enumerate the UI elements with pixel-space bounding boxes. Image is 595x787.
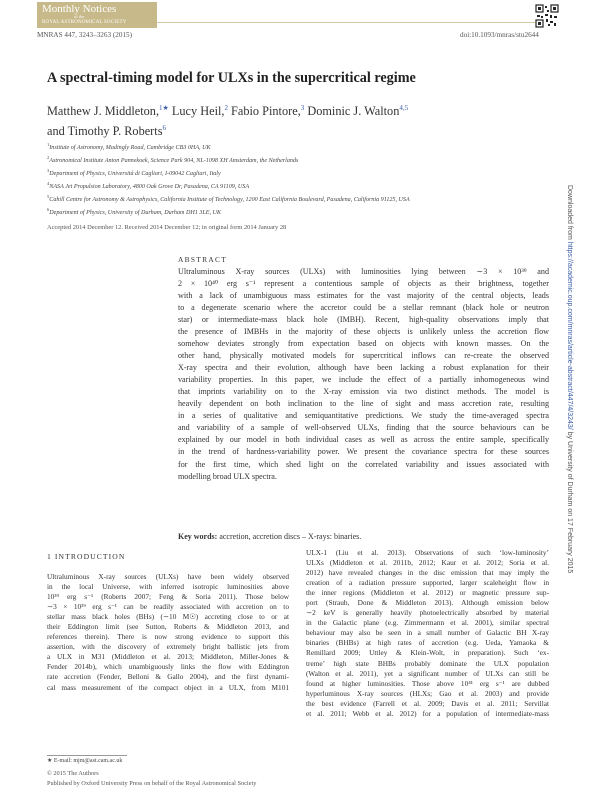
text-line: stellar mass black holes (BHs) (∼10 M☉) accreting close to or at (47, 612, 289, 622)
affiliation-item (47, 140, 410, 153)
text-line: Ultraluminous X-ray sources (ULXs) with luminosities lying between ∼3 × 10³⁹ and (178, 267, 549, 276)
abstract-text (178, 266, 549, 483)
text-line: variability properties. In this paper, we include the effect of a partially inhomogeneous wind (178, 375, 549, 385)
citation: MNRAS 447, 3243–3263 (2015) (37, 31, 133, 39)
affiliation-number: 6 (47, 207, 50, 213)
text-line: star) or intermediate-mass black hole (IMBH). Recent, high-quality observations imply that (178, 315, 549, 325)
journal-logo (37, 2, 157, 28)
text-line: assertion, with the discovery of extremely bright ballistic jets from (47, 642, 289, 652)
text-line: that imprints variability on to the X-ray emission via two distinct methods. The model is (178, 387, 549, 397)
abstract-heading: ABSTRACT (178, 255, 228, 264)
column-right-text (306, 548, 549, 719)
author-list (47, 100, 408, 140)
text-line: a ULX in M31 (Middleton et al. 2013; Middleton, Miller-Jones & (47, 652, 289, 662)
affiliation-item (47, 153, 410, 166)
logo-of: of the (74, 14, 85, 19)
publisher-note: Published by Oxford University Press on behalf of the Royal Astronomical Society (47, 780, 257, 787)
affiliation-number: 2 (47, 155, 50, 161)
logo-society: ROYAL ASTRONOMICAL SOCIETY (42, 20, 127, 25)
author-name: Lucy Heil, (168, 104, 225, 119)
text-line: modelling broad ULX spectra. (178, 471, 277, 481)
author-name: Dominic J. Walton (304, 104, 400, 119)
text-line: port (Straub, Done & Middleton 2013). Although emission below (306, 598, 549, 608)
text-line: in the local Universe, with inferred isotropic luminosities above (47, 582, 289, 592)
text-line: creation of a radiation pressure supported, larger scaleheight flow in (306, 578, 549, 588)
text-line: to a degenerate scenario where the accretor could be a stellar remnant (black hole or neutron (178, 303, 549, 313)
text-line: 2 × 10⁴⁰ erg s⁻¹ represent a contentious sample of objects as their brightness, together (178, 279, 549, 289)
paper-title: A spectral-timing model for ULXs in the supercritical regime (47, 70, 416, 86)
affiliation-text: Department of Physics, University of Durham, Durham DH1 3LE, UK (49, 210, 221, 217)
text-line: somehow deviates strongly from expectation based on objects with known masses. On the (178, 339, 549, 349)
sidebar-suffix: by University of Durham on 17 February 2015 (566, 429, 573, 574)
header-rule (157, 22, 535, 23)
text-line: their Eddington limit (see Sutton, Roberts & Middleton 2013, and (47, 622, 289, 632)
text-line: found at higher luminosities. Those above 10⁴¹ erg s⁻¹ are dubbed (306, 678, 549, 688)
affiliation-text: Astronomical Institute Anton Pannekoek, Science Park 904, NL-1098 XH Amsterdam, the Netherlands (49, 158, 299, 165)
copyright: © 2015 The Authors (47, 770, 99, 777)
section-heading-introduction: 1 INTRODUCTION (47, 552, 126, 561)
affiliation-number: 4 (47, 181, 50, 187)
text-line: other hand, physically motivated models for supercritical inflows can re-create the observed (178, 351, 549, 361)
text-line: references therein). There is now strong evidence to support this (47, 632, 289, 642)
accepted-dates: Accepted 2014 December 12. Received 2014 December 12; in original form 2014 January 28 (47, 224, 287, 231)
author-line-1 (47, 100, 408, 120)
text-line: in the Galactic plane (e.g. Zimmermann et al. 2001), similar spectral (306, 618, 549, 628)
text-line: Fender 2014b), which unambiguously links the flow with Eddington (47, 662, 289, 672)
affiliation-item (47, 192, 410, 205)
text-line: rate accretion (Fender, Belloni & Gallo 2004), and the first dynami- (47, 672, 289, 682)
sidebar-link[interactable]: https://academic.oup.com/mnras/article-abstract/447/4/3243/ (566, 241, 573, 430)
text-line: ∼2 keV is generally heavily photoelectrically absorbed by material (306, 608, 549, 618)
text-line: et al. 2011; Webb et al. 2012) for a population of intermediate-mass (306, 708, 549, 718)
text-line: cal mass measurement of the compact object in a ULX, from M101 (47, 682, 289, 692)
affiliation-text: Department of Physics, Universitá di Cagliari, I-09042 Cagliari, Italy (49, 171, 221, 178)
text-line: Remillard 2009; Uttley & Klein-Wolt, in preparation). Such ‘ex- (306, 648, 549, 658)
footnote-rule (47, 755, 127, 756)
text-line: the presence of IMBHs in the majority of these objects is unlikely unless the accretion flow (178, 327, 549, 337)
author-line-2 (47, 120, 408, 140)
author-name: Matthew J. Middleton, (47, 104, 160, 119)
author-name: and Timothy P. Roberts (47, 124, 163, 139)
author-affiliation-mark[interactable]: 1★ (159, 104, 169, 112)
text-line: for the first time, which shed light on the correlated variability and issues associated with (178, 459, 549, 469)
affiliation-item (47, 166, 410, 179)
text-line: hyperluminous X-ray sources (HLXs; Gao et al. 2003) and provide (306, 688, 549, 698)
sidebar-prefix: Downloaded from (566, 185, 573, 242)
author-name: Fabio Pintore, (227, 104, 301, 119)
author-affiliation-mark[interactable]: 2 (224, 104, 228, 112)
qr-code-icon[interactable] (535, 4, 559, 28)
affiliation-item (47, 205, 410, 218)
text-line: X-ray spectra and their evolution, although have been lacking a robust explanation for their (178, 363, 549, 373)
affiliation-number: 3 (47, 168, 50, 174)
download-sidebar (561, 185, 573, 665)
affiliation-item (47, 179, 410, 192)
author-affiliation-mark[interactable]: 4,5 (399, 104, 409, 112)
text-line: the best evidence (Farrell et al. 2009; Davis et al. 2011; Servillat (306, 698, 549, 708)
affiliations (47, 140, 410, 218)
column-left-text (47, 572, 289, 693)
text-line: 10³⁹ erg s⁻¹ (Roberts 2007; Feng & Soria 2011). Those below (47, 592, 289, 602)
author-affiliation-mark[interactable]: 6 (162, 124, 166, 133)
keywords (178, 532, 361, 541)
affiliation-text: NASA Jet Propulsion Laboratory, 4800 Oak Grove Dr, Pasadena, CA 91109, USA (49, 184, 250, 191)
doi-link[interactable]: doi:10.1093/mnras/stu2644 (460, 31, 539, 39)
text-line: the inner regions (Middleton et al. 2012) or magnetic pressure sup- (306, 588, 549, 598)
text-line: ∼3 × 10³⁹ erg s⁻¹ can be readily associated with accretion on to (47, 602, 289, 612)
affiliation-text: Institute of Astronomy, Madingly Road, Cambridge CB3 0HA, UK (49, 145, 211, 152)
keywords-text: accretion, accretion discs – X-rays: binaries. (217, 532, 362, 541)
affiliation-number: 1 (47, 142, 50, 147)
text-line: in the trend of hardness-variability power. We present the covariance spectra for these sources (178, 447, 549, 457)
logo-title: Monthly Notices (42, 3, 117, 15)
affiliation-text: Cahill Centre for Astronomy & Astrophysics, California Institute of Technology, 1200 East California Boulevard, Pasadena, California 91125, USA (49, 197, 410, 204)
text-line: ULX-1 (Liu et al. 2013). Observations of such ‘low-luminosity’ (306, 548, 549, 557)
text-line: ULXs (Middleton et al. 2011b, 2012; Kaur et al. 2012; Soria et al. (306, 558, 549, 568)
text-line: Ultraluminous X-ray sources (ULXs) have been widely observed (47, 572, 289, 581)
text-line: with a lack of unambiguous mass estimates for the vast majority of the central objects, leads (178, 291, 549, 301)
footnote-email[interactable]: ★ E-mail: mjm@ast.cam.ac.uk (47, 758, 123, 764)
text-line: in a series of qualitative and semiquantitative predictions. We study the time-averaged spectra (178, 411, 549, 421)
text-line: and variability of a sample of well-observed ULXs, finding that the source behaviours can be (178, 423, 549, 433)
text-line: (Walton et al. 2011), yet a significant number of ULXs can still be (306, 668, 549, 678)
text-line: behaviour may also be seen in a small number of Galactic BH X-ray (306, 628, 549, 638)
text-line: explained by our model in both individual cases as well as across the entire sample, specifically (178, 435, 549, 445)
text-line: binaries (BHBs) at high rates of accretion (e.g. Ueda, Yamaoka & (306, 638, 549, 648)
text-line: 2012) have revealed changes in the disc emission that may imply the (306, 568, 549, 578)
keywords-label: Key words: (178, 532, 218, 541)
text-line: treme’ high state BHBs probably dominate the ULX population (306, 658, 549, 668)
author-affiliation-mark[interactable]: 3 (300, 104, 305, 112)
text-line: heavily dependent on both inclination to the line of sight and mass accretion rate, resulting (178, 399, 549, 409)
affiliation-number: 5 (47, 194, 50, 200)
